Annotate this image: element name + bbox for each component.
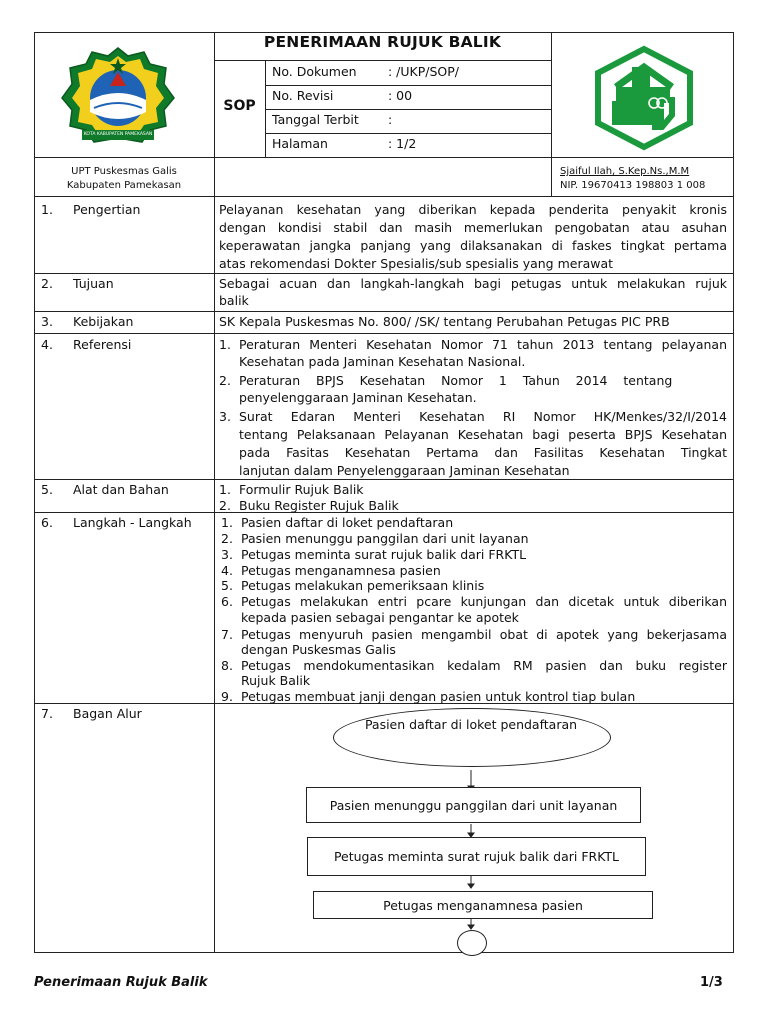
meta-value-dokumen: : /UKP/SOP/	[388, 64, 460, 79]
reference-line: Surat Edaran Menteri Kesehatan RI Nomor HK/Menkes/32/I/2014	[239, 409, 727, 424]
step-text: Pasien menunggu panggilan dari unit layanan	[241, 531, 529, 546]
section-1-line: dengan kondisi stabil dan masih memerlukan pengobatan atau asuhan	[219, 220, 727, 235]
section-1-line: Pelayanan kesehatan yang diberikan kepada penderita penyakit kronis	[219, 202, 727, 217]
step-text: kepada pasien sebagai pengantar ke apotek	[241, 610, 519, 625]
meta-value-revisi: : 00	[388, 88, 413, 103]
org-name: UPT Puskesmas Galis	[71, 166, 177, 177]
step-number: 2.	[221, 531, 233, 546]
regency-logo-text: KOTA KABUPATEN PAMEKASAN	[83, 132, 153, 137]
section-1-line: atas rekomendasi Dokter Spesialis/sub spesialis yang merawat	[219, 256, 614, 271]
section-1-line: keperawatan jangka panjang yang dilaksanakan di faskes tingkat pertama	[219, 238, 727, 253]
step-number: 4.	[221, 563, 233, 578]
step-text: Petugas membuat janji dengan pasien untuk kontrol tiap bulan	[241, 689, 636, 704]
step-number: 7.	[221, 627, 233, 642]
meta-label-terbit: Tanggal Terbit	[272, 112, 359, 127]
step-text: Petugas menyuruh pasien mengambil obat di apotek yang bekerjasama	[241, 627, 727, 642]
reference-line: Peraturan Menteri Kesehatan Nomor 71 tahun 2013 tentang pelayanan	[239, 337, 727, 352]
step-number: 3.	[221, 547, 233, 562]
meta-label-halaman: Halaman	[272, 136, 328, 151]
reference-line: Peraturan BPJS Kesehatan Nomor 1 Tahun 2014 tentang	[239, 373, 673, 388]
meta-label-dokumen: No. Dokumen	[272, 64, 357, 79]
flow-step-box: Pasien menunggu panggilan dari unit layanan	[306, 787, 641, 823]
flow-start-label: Pasien daftar di loket pendaftaran	[364, 717, 578, 732]
reference-number: 1.	[219, 337, 231, 352]
reference-number: 3.	[219, 409, 231, 424]
reference-line: penyelenggaraan Jaminan Kesehatan.	[239, 390, 477, 405]
tool-number: 2.	[219, 498, 231, 513]
regency-logo	[58, 42, 178, 148]
step-text: Petugas meminta surat rujuk balik dari FRKTL	[241, 547, 527, 562]
section-3-number: 3.	[41, 314, 53, 329]
step-number: 9.	[221, 689, 233, 704]
meta-value-terbit: :	[388, 112, 393, 127]
document-title: PENERIMAAN RUJUK BALIK	[263, 33, 502, 51]
section-1-number: 1.	[41, 202, 53, 217]
section-5-number: 5.	[41, 482, 53, 497]
reference-line: pada Fasitas Kesehatan Pertama dan Fasilitas Kesehatan Tingkat	[239, 445, 727, 460]
section-3-line: SK Kepala Puskesmas No. 800/ /SK/ tentang Perubahan Petugas PIC PRB	[219, 314, 670, 329]
tool-number: 1.	[219, 482, 231, 497]
meta-value-halaman: : 1/2	[388, 136, 417, 151]
tool-item: Buku Register Rujuk Balik	[239, 498, 399, 513]
step-text: Petugas menganamnesa pasien	[241, 563, 441, 578]
signer-nip: NIP. 19670413 198803 1 008	[560, 180, 706, 191]
step-number: 6.	[221, 594, 233, 609]
step-text: Petugas melakukan entri pcare kunjungan dan dicetak untuk diberikan	[241, 594, 727, 609]
meta-label-revisi: No. Revisi	[272, 88, 334, 103]
reference-line: lanjutan dalam Penyelenggaraan Jaminan Kesehatan	[239, 463, 570, 478]
section-2-line: Sebagai acuan dan langkah-langkah bagi petugas untuk melakukan rujuk	[219, 276, 727, 291]
step-text: Petugas mendokumentasikan kedalam RM pasien dan buku register	[241, 658, 727, 673]
section-4-title: Referensi	[73, 337, 132, 352]
section-7-number: 7.	[41, 706, 53, 721]
flow-step-box: Petugas menganamnesa pasien	[313, 891, 653, 919]
footer-page-number: 1/3	[700, 975, 723, 990]
signer-name: Sjaiful Ilah, S.Kep.Ns.,M.M	[560, 166, 690, 177]
tool-item: Formulir Rujuk Balik	[239, 482, 364, 497]
reference-number: 2.	[219, 373, 231, 388]
flow-step-box: Petugas meminta surat rujuk balik dari FRKTL	[307, 837, 646, 876]
step-text: Petugas melakukan pemeriksaan klinis	[241, 578, 485, 593]
section-3-title: Kebijakan	[73, 314, 134, 329]
reference-line: tentang Pelaksanaan Pelayanan Kesehatan bagi peserta BPJS Kesehatan	[239, 427, 727, 442]
step-number: 1.	[221, 515, 233, 530]
step-number: 5.	[221, 578, 233, 593]
step-text: Rujuk Balik	[241, 673, 311, 688]
org-regency: Kabupaten Pamekasan	[66, 180, 182, 191]
section-2-number: 2.	[41, 276, 53, 291]
section-2-title: Tujuan	[73, 276, 114, 291]
section-4-number: 4.	[41, 337, 53, 352]
section-2-line: balik	[219, 293, 249, 308]
flow-connector-circle	[457, 930, 487, 956]
section-6-title: Langkah - Langkah	[73, 515, 192, 530]
section-1-title: Pengertian	[73, 202, 141, 217]
reference-line: Kesehatan pada Jaminan Kesehatan Nasional.	[239, 354, 526, 369]
section-6-number: 6.	[41, 515, 53, 530]
puskesmas-logo	[590, 45, 698, 151]
step-text: dengan Puskesmas Galis	[241, 642, 396, 657]
section-5-title: Alat dan Bahan	[73, 482, 169, 497]
sop-label: SOP	[223, 98, 256, 114]
footer-document-name: Penerimaan Rujuk Balik	[34, 975, 208, 990]
section-7-title: Bagan Alur	[73, 706, 142, 721]
step-text: Pasien daftar di loket pendaftaran	[241, 515, 454, 530]
step-number: 8.	[221, 658, 233, 673]
